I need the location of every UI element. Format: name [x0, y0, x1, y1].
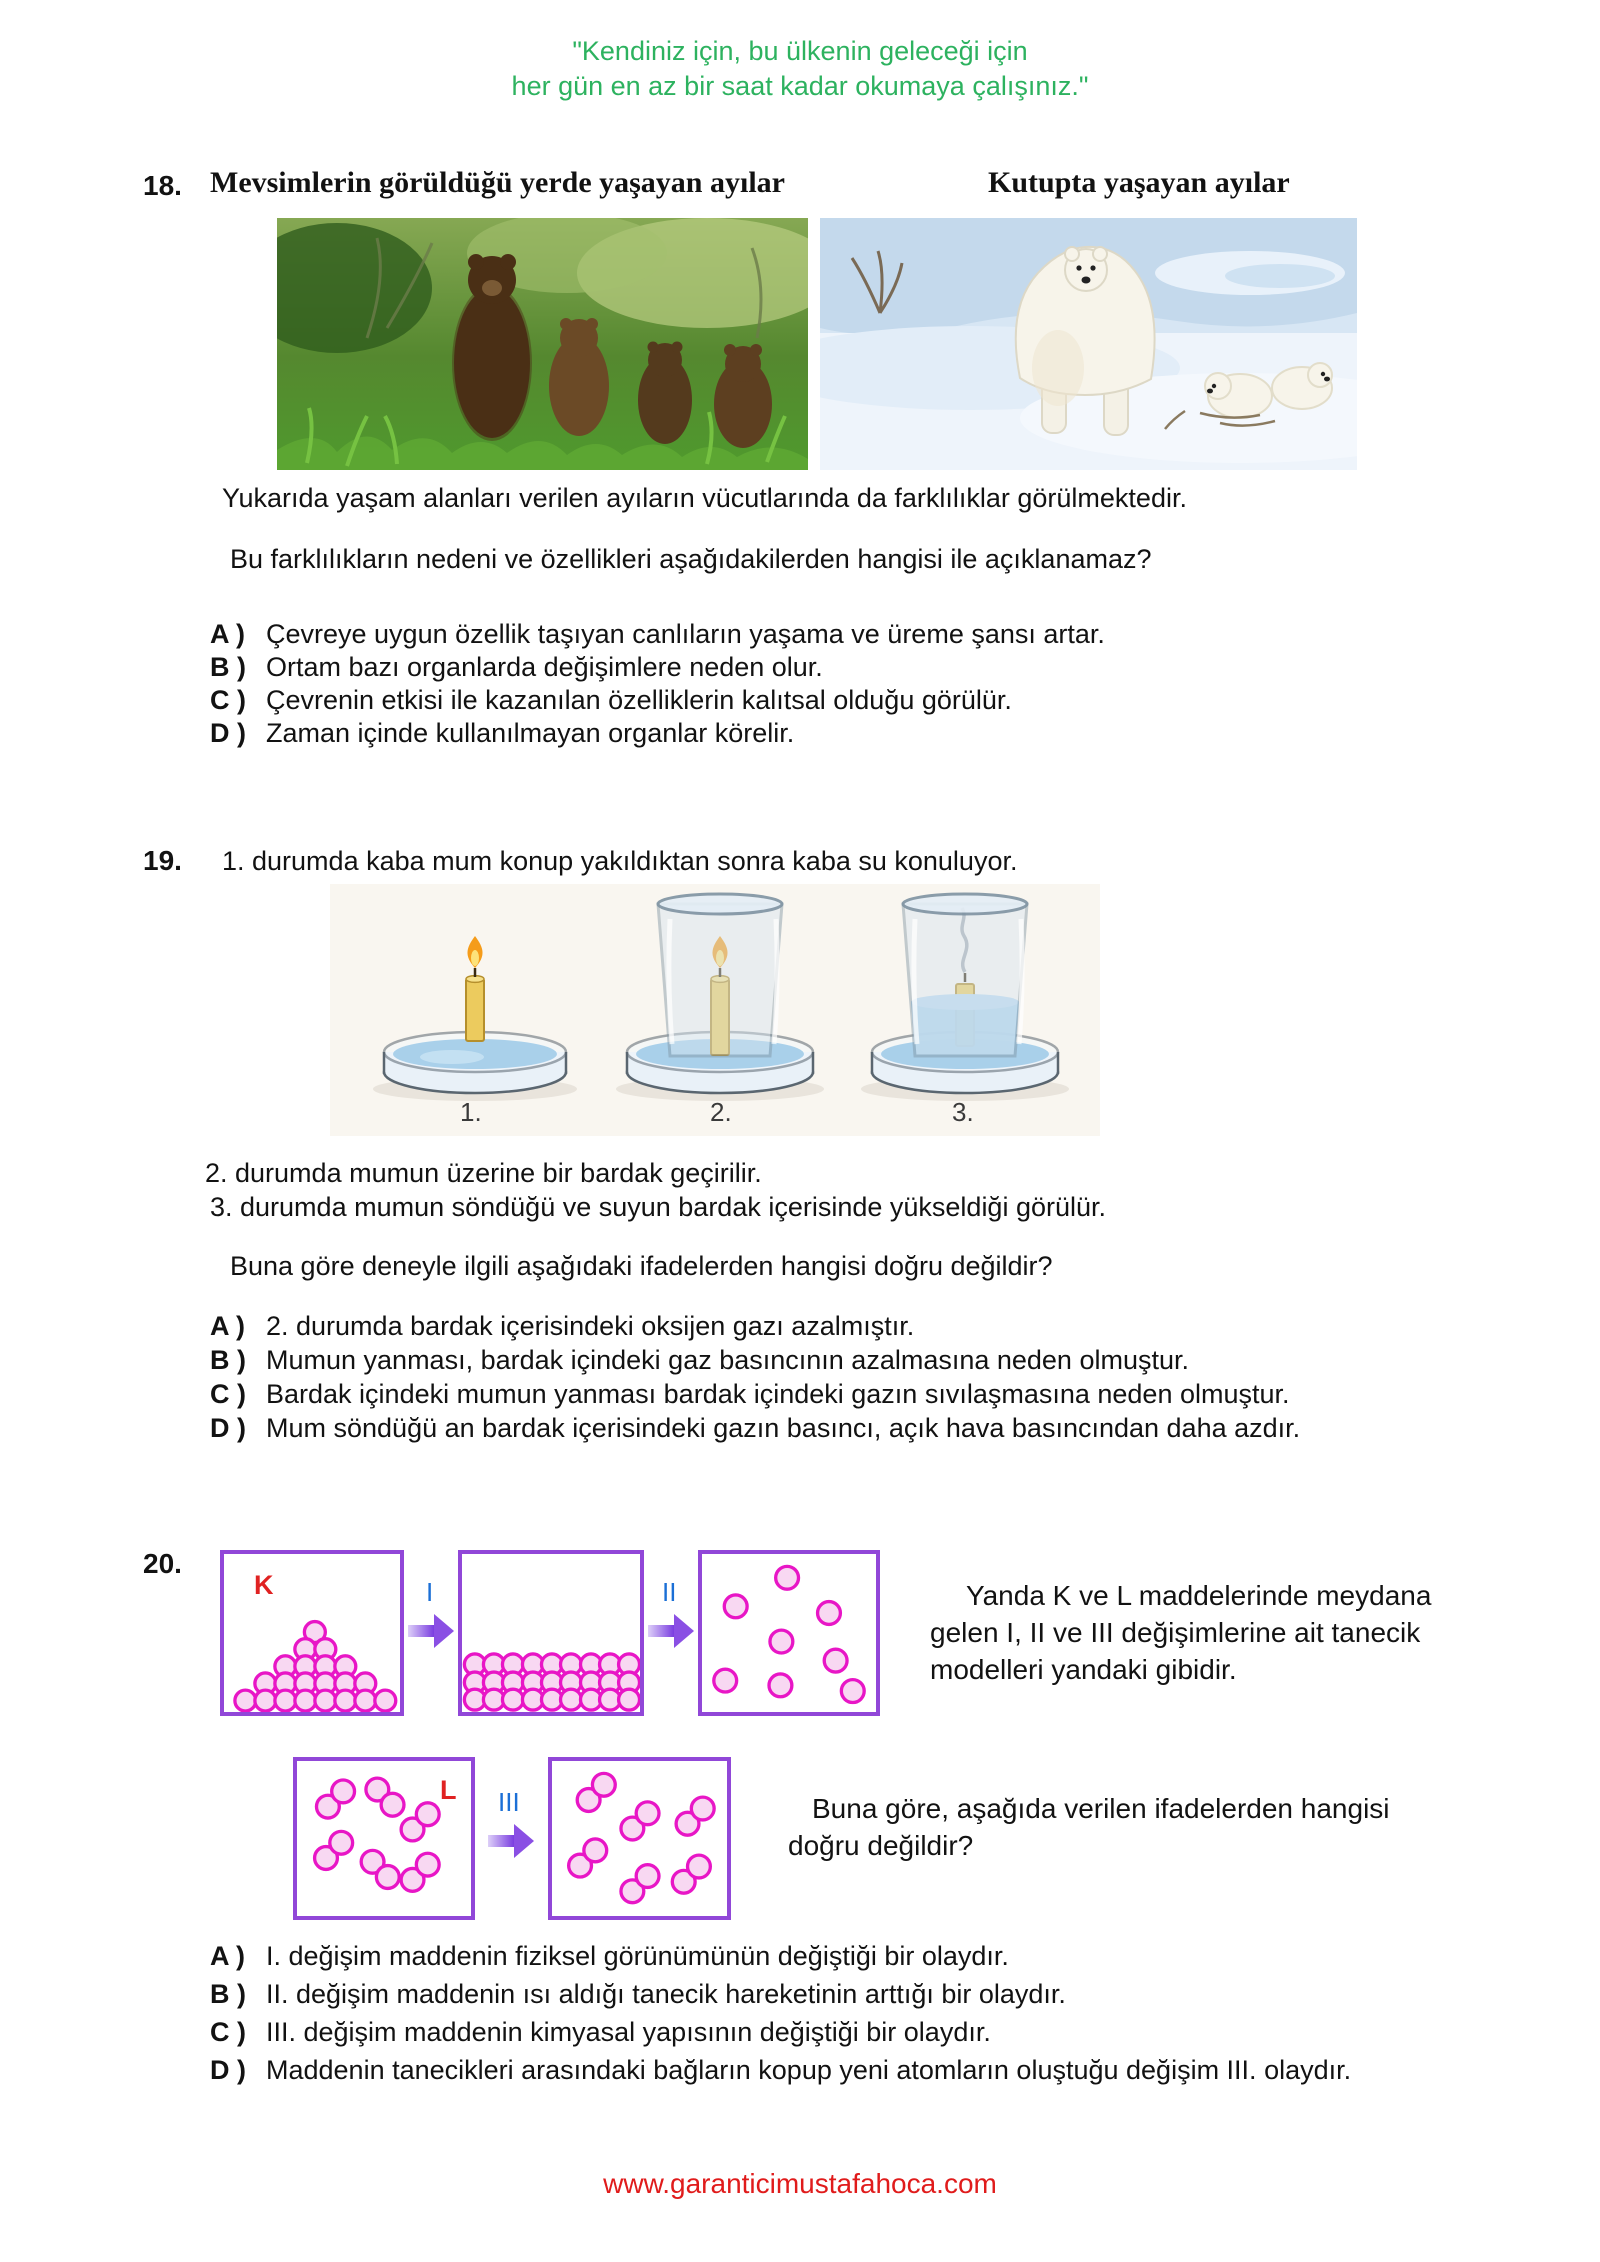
scene-1-candle-burning	[373, 936, 577, 1101]
q18-option-c	[210, 684, 1012, 716]
option-text: II. değişim maddenin ısı aldığı tanecik hareketinin arttığı bir olaydır.	[266, 1979, 1066, 2009]
question-20-number: 20.	[143, 1548, 182, 1579]
q20-option-c	[210, 2016, 991, 2048]
q20-option-d	[210, 2054, 1351, 2086]
q19-step-3: 3. durumda mumun söndüğü ve suyun bardak içerisinde yükseldiği görülür.	[210, 1192, 1107, 1222]
option-text: Ortam bazı organlarda değişimlere neden olur.	[266, 652, 823, 682]
q20-question: Buna göre, aşağıda verilen ifadelerden hangisi doğru değildir?	[788, 1793, 1390, 1861]
candle-experiment-figure	[330, 884, 1100, 1136]
option-letter: D )	[210, 2055, 246, 2085]
option-letter: C )	[210, 1379, 246, 1409]
q19-option-d	[210, 1412, 1300, 1444]
figure-label-3: 3.	[952, 1097, 974, 1127]
option-letter: B )	[210, 1345, 246, 1375]
option-letter: B )	[210, 1979, 246, 2009]
q19-question: Buna göre deneyle ilgili aşağıdaki ifadelerden hangisi doğru değildir?	[230, 1251, 1053, 1281]
particle-box-solid-k	[220, 1550, 404, 1716]
option-text: III. değişim maddenin kimyasal yapısının değiştiği bir olaydır.	[266, 2017, 991, 2047]
change-arrow-ii	[648, 1614, 694, 1648]
option-letter: C )	[210, 685, 246, 715]
arrow-label-iii: III	[498, 1787, 520, 1817]
polar-bears-photo	[820, 218, 1357, 470]
question-18-number: 18.	[143, 170, 182, 201]
q19-intro: 1. durumda kaba mum konup yakıldıktan sonra kaba su konuluyor.	[222, 846, 1018, 876]
quote-line-1: "Kendiniz için, bu ülkenin geleceği için	[572, 36, 1028, 66]
q18-option-a	[210, 618, 1105, 650]
q20-side-text: Yanda K ve L maddelerinde meydana gelen I, II ve III değişimlerine ait tanecik modelleri yandaki gibidir.	[930, 1580, 1432, 1685]
q20-option-a	[210, 1940, 1009, 1972]
arrow-label-i: I	[426, 1577, 434, 1607]
website-url: www.garanticimustafahoca.com	[603, 2168, 997, 2199]
q20-option-b	[210, 1978, 1066, 2010]
q18-title-polar-bears: Kutupta yaşayan ayılar	[988, 166, 1290, 199]
particle-box-l-before	[293, 1757, 475, 1920]
option-text: 2. durumda bardak içerisindeki oksijen gazı azalmıştır.	[266, 1311, 915, 1341]
q19-step-2: 2. durumda mumun üzerine bir bardak geçirilir.	[205, 1158, 762, 1188]
option-text: Maddenin tanecikleri arasındaki bağların kopup yeni atomların oluştuğu değişim III. olaydır.	[266, 2055, 1352, 2085]
arrow-label-ii: II	[662, 1577, 677, 1607]
scene-2-glass-over-candle	[616, 894, 824, 1101]
brown-bears-illustration	[277, 218, 808, 470]
option-letter: A )	[210, 619, 245, 649]
q19-option-b	[210, 1344, 1189, 1376]
option-letter: B )	[210, 652, 246, 682]
particle-box-gas	[698, 1550, 880, 1716]
q19-option-a	[210, 1310, 914, 1342]
option-text: Çevrenin etkisi ile kazanılan özelliklerin kalıtsal olduğu görülür.	[266, 685, 1012, 715]
quote-line-2: her gün en az bir saat kadar okumaya çalışınız."	[511, 71, 1089, 101]
question-19-number: 19.	[143, 845, 182, 876]
option-text: I. değişim maddenin fiziksel görünümünün değiştiği bir olaydır.	[266, 1941, 1009, 1971]
figure-label-1: 1.	[460, 1097, 482, 1127]
change-arrow-iii	[488, 1824, 534, 1858]
option-text: Mumun yanması, bardak içindeki gaz basıncının azalmasına neden olmuştur.	[266, 1345, 1189, 1375]
q18-title-seasonal-bears: Mevsimlerin görüldüğü yerde yaşayan ayılar	[210, 166, 785, 199]
option-letter: C )	[210, 2017, 246, 2047]
option-letter: A )	[210, 1311, 245, 1341]
figure-label-2: 2.	[710, 1097, 732, 1127]
particle-box-l-after	[548, 1757, 731, 1920]
option-text: Çevreye uygun özellik taşıyan canlıların yaşama ve üreme şansı artar.	[266, 619, 1105, 649]
option-text: Zaman içinde kullanılmayan organlar körelir.	[266, 718, 795, 748]
q18-question: Bu farklılıkların nedeni ve özellikleri aşağıdakilerden hangisi ile açıklanamaz?	[230, 544, 1152, 574]
option-letter: A )	[210, 1941, 245, 1971]
option-letter: D )	[210, 718, 246, 748]
q18-caption: Yukarıda yaşam alanları verilen ayıların vücutlarında da farklılıklar görülmektedir.	[222, 483, 1187, 513]
substance-label-l: L	[440, 1775, 457, 1805]
brown-bears-photo	[277, 218, 808, 470]
option-text: Bardak içindeki mumun yanması bardak içindeki gazın sıvılaşmasına neden olmuştur.	[266, 1379, 1290, 1409]
q18-option-d	[210, 717, 794, 749]
scene-3-candle-out-water-risen	[861, 894, 1069, 1101]
q18-option-b	[210, 651, 823, 683]
polar-bears-illustration	[820, 218, 1357, 470]
option-letter: D )	[210, 1413, 246, 1443]
option-text: Mum söndüğü an bardak içerisindeki gazın basıncı, açık hava basıncından daha azdır.	[266, 1413, 1301, 1443]
change-arrow-i	[408, 1614, 454, 1648]
q19-option-c	[210, 1378, 1290, 1410]
substance-label-k: K	[254, 1570, 274, 1600]
motivational-quote	[0, 34, 1600, 104]
particle-box-liquid	[458, 1550, 644, 1716]
